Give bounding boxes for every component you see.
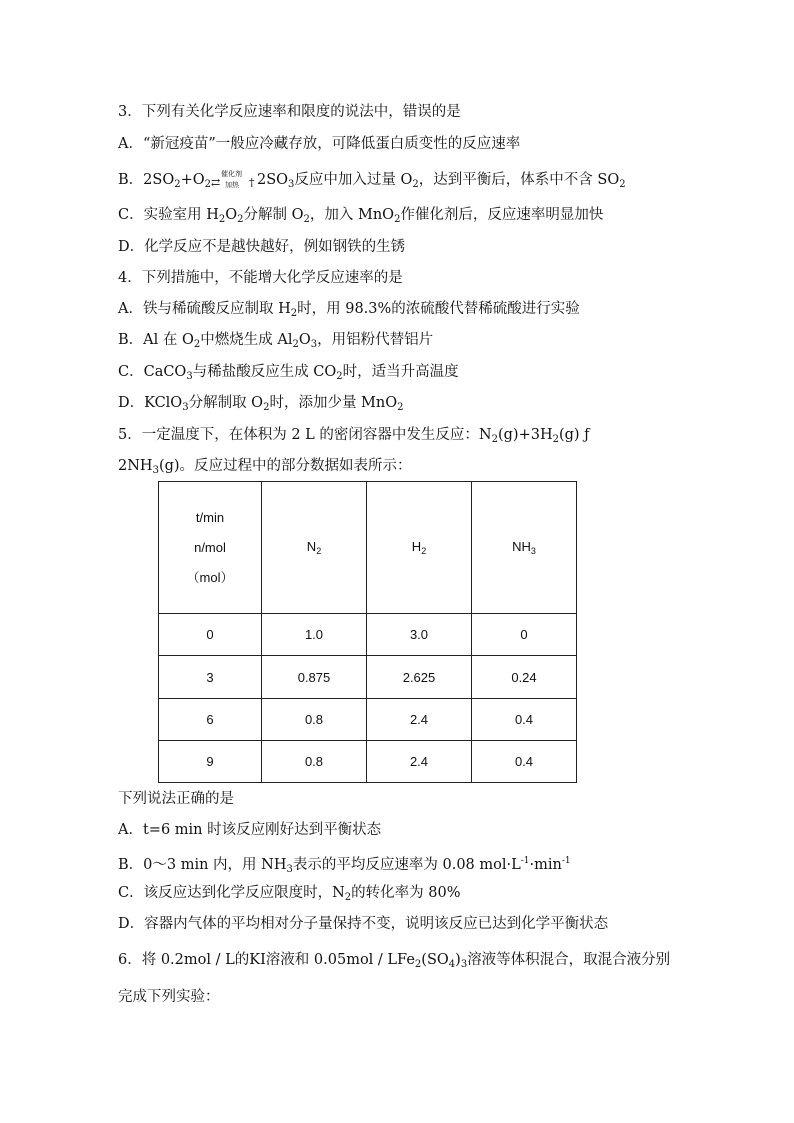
table-cell: 0.4 bbox=[472, 741, 577, 783]
q5-option-c: C．该反应达到化学反应限度时，$N_2$的转化率为 80% bbox=[118, 885, 461, 903]
table-cell: 0.875 bbox=[262, 656, 367, 699]
table-row bbox=[159, 699, 577, 741]
table-header-row bbox=[159, 482, 577, 614]
table-cell: 0.8 bbox=[262, 741, 367, 783]
table-header-corner: t/min n/mol （mol） bbox=[159, 482, 262, 614]
table-cell: 0 bbox=[472, 614, 577, 656]
table-cell: 2.4 bbox=[367, 741, 472, 783]
q5-stem-line2: $2NH_3(g)$。反应过程中的部分数据如表所示： bbox=[118, 458, 412, 476]
table-cell: 3 bbox=[159, 656, 262, 699]
reaction-condition: ⇄ 催化剂 加热 † bbox=[211, 170, 257, 190]
table-row bbox=[159, 741, 577, 783]
q5-option-a: A．t=6 min 时该反应刚好达到平衡状态 bbox=[118, 822, 382, 838]
table-cell: 9 bbox=[159, 741, 262, 783]
table-row bbox=[159, 614, 577, 656]
q3-option-a: A．“新冠疫苗”一般应冷藏存放，可降低蛋白质变性的反应速率 bbox=[118, 136, 521, 152]
q4-stem: 4．下列措施中，不能增大化学反应速率的是 bbox=[118, 270, 403, 286]
q4-option-a: A．铁与稀硫酸反应制取 $H_2$时，用 98.3%的浓硫酸代替稀硫酸进行实验 bbox=[118, 301, 580, 319]
q5-after-table: 下列说法正确的是 bbox=[118, 791, 234, 807]
table-header-n2: $N_2$ bbox=[262, 482, 367, 614]
q6-line1: 6．将 0.2mol / L的KI溶液和 $0.05mol / LFe_2(SO_4)_3$溶液等体积混合，取混合液分别 bbox=[118, 952, 671, 970]
table-cell: 1.0 bbox=[262, 614, 367, 656]
table-cell: 0.4 bbox=[472, 699, 577, 741]
table-cell: 3.0 bbox=[367, 614, 472, 656]
table-cell: 0.8 bbox=[262, 699, 367, 741]
q3-stem: 3．下列有关化学反应速率和限度的说法中，错误的是 bbox=[118, 104, 461, 120]
reversible-arrow-icon: ⇄ bbox=[211, 176, 221, 189]
table-header-nh3: $NH_3$ bbox=[472, 482, 577, 614]
q5-option-b: B．0～3 min 内，用 $NH_3$表示的平均反应速率为 0.08 $mol\cdot L^{-1}\cdot\min^{-1}$ bbox=[118, 856, 571, 875]
q4-option-d: D．KClO$_3$分解制取 $O_2$时，添加少量 MnO$_2$ bbox=[118, 395, 404, 413]
table-cell: 0.24 bbox=[472, 656, 577, 699]
table-row bbox=[159, 656, 577, 699]
reaction-data-table bbox=[158, 481, 577, 783]
q3-option-c: C．实验室用 $H_2O_2$分解制 $O_2$，加入 MnO$_2$作催化剂后，反应速率明显加快 bbox=[118, 207, 604, 225]
q5-stem-line1: 5．一定温度下，在体积为 2 L 的密闭容器中发生反应：$N_2(g)+3H_2(g)$ ƒ bbox=[118, 427, 590, 445]
q3-option-d: D．化学反应不是越快越好，例如钢铁的生锈 bbox=[118, 239, 406, 255]
table-cell: 2.625 bbox=[367, 656, 472, 699]
q4-option-c: C．CaCO$_3$与稀盐酸反应生成 $CO_2$时，适当升高温度 bbox=[118, 364, 459, 382]
q5-option-d: D．容器内气体的平均相对分子量保持不变，说明该反应已达到化学平衡状态 bbox=[118, 916, 609, 932]
table-cell: 0 bbox=[159, 614, 262, 656]
table-header-h2: $H_2$ bbox=[367, 482, 472, 614]
table-cell: 6 bbox=[159, 699, 262, 741]
q6-line2: 完成下列实验： bbox=[118, 989, 220, 1005]
q4-option-b: B．Al 在 $O_2$中燃烧生成 $Al_2O_3$，用铝粉代替铝片 bbox=[118, 332, 434, 350]
table-cell: 2.4 bbox=[367, 699, 472, 741]
q3-option-b: B．$2SO_2+O_2$ ⇄ 催化剂 加热 † $2SO_3$反应中加入过量 $O_2$，达到平衡后，体系中不含 $SO_2$ bbox=[118, 170, 626, 195]
